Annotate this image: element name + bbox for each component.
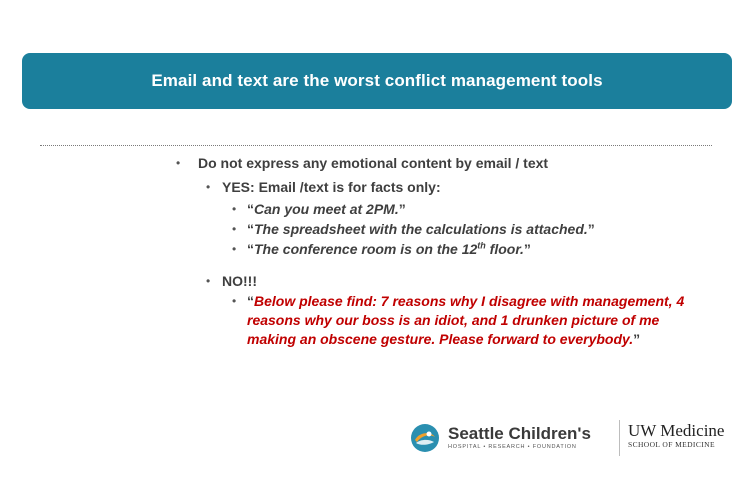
quote-close: ” (523, 241, 531, 257)
seattle-childrens-tagline: HOSPITAL • RESEARCH • FOUNDATION (448, 444, 577, 450)
quote-text: floor. (485, 241, 524, 257)
quote-text: The spreadsheet with the calculations is attached. (254, 221, 588, 237)
quote-conference-room (247, 240, 531, 259)
quote-close: ” (398, 201, 406, 217)
quote-open: “ (247, 201, 254, 217)
bullet-glyph: • (232, 294, 237, 308)
bullet-glyph: • (232, 222, 237, 236)
uw-medicine-school: SCHOOL OF MEDICINE (628, 440, 715, 449)
quote-close: ” (633, 331, 641, 347)
bullet-glyph: • (206, 180, 211, 194)
quote-open: “ (247, 293, 254, 309)
bullet-glyph: • (232, 202, 237, 216)
quote-spreadsheet (247, 220, 595, 239)
slide-title: Email and text are the worst conflict management tools (151, 71, 603, 90)
bullet-yes-facts: YES: Email /text is for facts only: (222, 179, 441, 195)
quote-meet-2pm (247, 200, 406, 219)
bullet-no: NO!!! (222, 273, 257, 289)
quote-text: The conference room is on the 12 (254, 241, 478, 257)
logo-divider (619, 420, 620, 456)
uw-medicine-logo (628, 422, 724, 450)
quote-text: Below please find: 7 reasons why I disagree with management, 4 reasons why our boss is an idiot, and 1 drunken picture of me making an obscene gesture. Please forward to everybody. (247, 293, 685, 347)
quote-bad-email-example (247, 292, 697, 349)
seattle-childrens-logo (410, 420, 591, 456)
bullet-glyph: • (206, 274, 211, 288)
quote-close: ” (587, 221, 595, 237)
seattle-childrens-name: Seattle Children's (448, 424, 591, 443)
quote-open: “ (247, 241, 254, 257)
bullet-glyph: • (176, 156, 181, 170)
uw-medicine-name: UW Medicine (628, 421, 725, 440)
quote-superscript: th (477, 240, 486, 251)
bullet-glyph: • (232, 242, 237, 256)
quote-open: “ (247, 221, 254, 237)
seattle-childrens-emblem-icon (410, 423, 440, 453)
quote-text: Can you meet at 2PM. (254, 201, 399, 217)
bullet-emotional-content: Do not express any emotional content by email / text (198, 155, 549, 171)
